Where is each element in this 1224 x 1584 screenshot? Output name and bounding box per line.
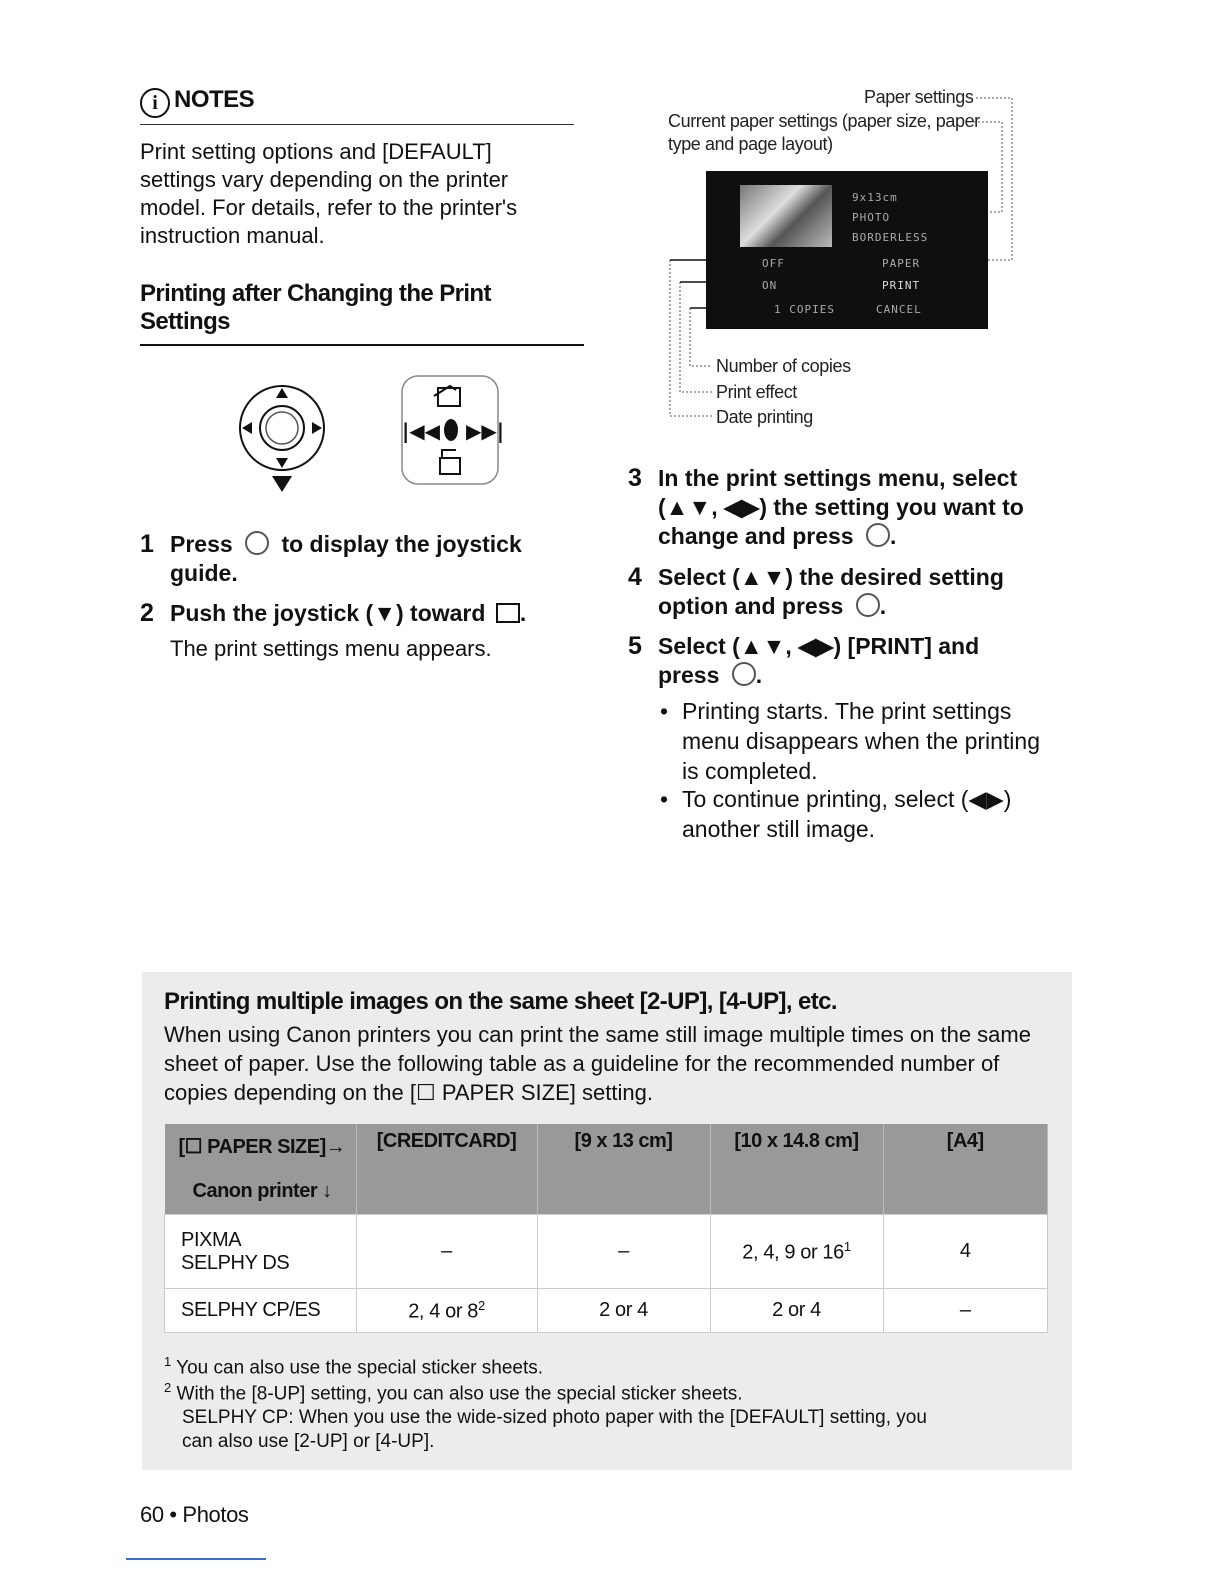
label-date: Date printing xyxy=(716,407,813,427)
lcd-paper-size: 9x13cm xyxy=(852,191,898,204)
header-10x14: [10 x 14.8 cm] xyxy=(710,1124,883,1215)
step-text: press xyxy=(658,662,720,688)
step-2: 2 Push the joystick (▼) toward . xyxy=(140,599,527,627)
step-text: option and press xyxy=(658,593,844,619)
lcd-paper-button: PAPER xyxy=(882,257,921,270)
lcd-cancel-button: CANCEL xyxy=(876,303,922,316)
step-number: 3 xyxy=(628,464,642,492)
notes-header xyxy=(140,84,574,125)
step-text: (▲▼, ◀▶) the setting you want to xyxy=(658,494,1024,520)
lcd-print-button: PRINT xyxy=(882,279,921,292)
step-text: guide. xyxy=(170,560,238,586)
joystick-icon xyxy=(236,380,332,496)
lcd-copies: 1 COPIES xyxy=(774,303,835,316)
table-cell: 4 xyxy=(883,1215,1048,1289)
step-text: change and press xyxy=(658,523,854,549)
joystick-guide-icon xyxy=(398,372,504,488)
info-icon: i xyxy=(140,88,170,118)
table-cell: 2, 4 or $8^2$ xyxy=(356,1289,537,1333)
header-a4: [A4] xyxy=(883,1124,1048,1215)
print-icon xyxy=(496,603,520,623)
step-4: 4 Select (▲▼) the desired setting option and press . xyxy=(628,563,1004,619)
step-3: 3 In the print settings menu, select (▲▼, ◀▶) the setting you want to change and press . xyxy=(628,464,1024,549)
lcd-date-off: OFF xyxy=(762,257,785,270)
svg-text:▶▶|: ▶▶| xyxy=(466,419,504,443)
svg-text:|◀◀: |◀◀ xyxy=(402,419,441,443)
step-5: 5 Select (▲▼, ◀▶) [PRINT] and press . xyxy=(628,632,980,688)
footer-separator: • xyxy=(169,1502,177,1527)
table-cell: 2, 4, 9 or $16^1$ xyxy=(710,1215,883,1289)
label-current-settings-2: type and page layout) xyxy=(668,134,833,154)
step-text: In the print settings menu, select xyxy=(658,465,1018,491)
bullet-text: another still image. xyxy=(682,816,876,842)
page-footer xyxy=(140,1502,249,1528)
notes-body: Print setting options and [DEFAULT] settings vary depending on the printer model. For details, refer to the printer's instruction manual. xyxy=(140,139,518,248)
step-number: 4 xyxy=(628,563,642,591)
label-copies: Number of copies xyxy=(716,356,851,376)
step-number: 1 xyxy=(140,530,154,558)
label-effect: Print effect xyxy=(716,382,797,402)
notes-title: NOTES xyxy=(174,86,255,113)
table-cell: 2 or 4 xyxy=(537,1289,710,1333)
header-paper-size: [☐ PAPER SIZE]→ Canon printer ↓ xyxy=(165,1124,357,1215)
step-text: Press xyxy=(170,531,233,557)
footer-section: Photos xyxy=(182,1502,249,1527)
copies-table xyxy=(164,1124,1048,1333)
bullet-1: • Printing starts. The print settings menu disappears when the printing is completed. xyxy=(660,698,1041,784)
bullet-text: To continue printing, select (◀▶) xyxy=(682,786,1012,812)
bullet-text: Printing starts. The print settings xyxy=(682,698,1012,724)
label-current-settings: Current paper settings (paper size, paper xyxy=(668,111,980,131)
step-number: 5 xyxy=(628,632,642,660)
table-cell: PIXMA SELPHY DS xyxy=(165,1215,357,1289)
joystick-button-icon xyxy=(732,662,756,686)
step-text: to display the joystick xyxy=(281,531,522,557)
joystick-button-icon xyxy=(245,531,269,555)
step-1 xyxy=(140,530,580,590)
step-2-note: The print settings menu appears. xyxy=(170,636,492,661)
table-cell: SELPHY CP/ES xyxy=(165,1289,357,1333)
footnote-1: $^1$ You can also use the special sticker sheets. xyxy=(164,1354,544,1379)
bullet-text: menu disappears when the printing xyxy=(682,728,1041,754)
section-title: Printing after Changing the Print Settings xyxy=(140,280,584,346)
photo-thumbnail xyxy=(740,185,832,247)
page-number: 60 xyxy=(140,1502,164,1527)
table-row xyxy=(165,1215,1048,1289)
lcd-paper-type: PHOTO xyxy=(852,211,891,224)
table-cell: 2 or 4 xyxy=(710,1289,883,1333)
step-text: Push the joystick (▼) toward xyxy=(170,600,486,626)
table-cell: – xyxy=(537,1215,710,1289)
label-paper-settings: Paper settings xyxy=(864,87,974,107)
bullet-2: • To continue printing, select (◀▶) another still image. xyxy=(660,786,1012,842)
lcd-page-layout: BORDERLESS xyxy=(852,231,929,244)
table-row xyxy=(165,1289,1048,1333)
step-text: Select (▲▼) the desired setting xyxy=(658,564,1004,590)
bullet-text: is completed. xyxy=(682,758,818,784)
info-box-intro: When using Canon printers you can print the same still image multiple times on the same sheet of paper. Use the following table as a guideline for the recommended number of copies depending on the [☐ PAPER SIZE] setting. xyxy=(164,1022,1031,1105)
joystick-button-icon xyxy=(866,523,890,547)
step-text: Select (▲▼, ◀▶) [PRINT] and xyxy=(658,633,980,659)
table-header-row xyxy=(165,1124,1048,1215)
footer-rule xyxy=(126,1558,266,1560)
header-9x13: [9 x 13 cm] xyxy=(537,1124,710,1215)
info-box-title: Printing multiple images on the same sheet [2-UP], [4-UP], etc. xyxy=(164,988,838,1015)
footnote-2: $^2$ With the [8-UP] setting, you can also use the special sticker sheets. SELPHY CP: When you use the wide-sized photo paper with the [DEFAULT] setting, you can also use [2-UP] or [4-UP]. xyxy=(164,1380,927,1453)
print-settings-screen xyxy=(706,171,988,329)
joystick-button-icon xyxy=(856,593,880,617)
lcd-effect-on: ON xyxy=(762,279,778,292)
table-cell: – xyxy=(883,1289,1048,1333)
header-creditcard: [CREDITCARD] xyxy=(356,1124,537,1215)
table-cell: – xyxy=(356,1215,537,1289)
step-number: 2 xyxy=(140,599,154,627)
